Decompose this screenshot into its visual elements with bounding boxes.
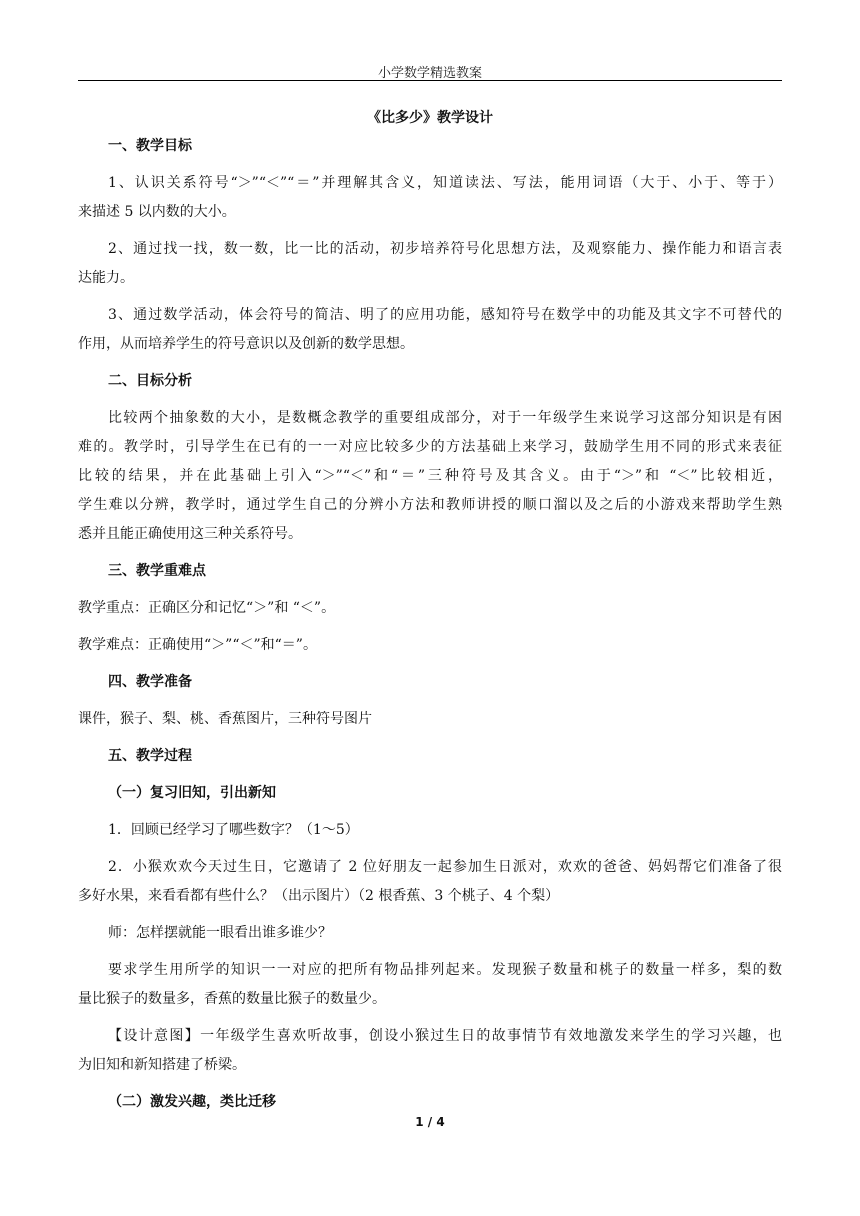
header-rule [78, 80, 782, 81]
document-body [78, 132, 782, 1117]
paragraph-line: 来描述 5 以内数的大小。 [78, 204, 236, 220]
key-point: 教学重点：正确区分和记忆“＞”和 “＜”。 [78, 600, 336, 616]
paragraph-line: 【设计意图】一年级学生喜欢听故事，创设小猴过生日的故事情节有效地激发来学生的学习兴趣，也 [108, 1028, 782, 1044]
paragraph-line: 3、通过数学活动，体会符号的简洁、明了的应用功能，感知符号在数学中的功能及其文字不可替代的 [108, 307, 782, 323]
page-number: 1 / 4 [415, 1115, 445, 1129]
subsection-heading-review: （一）复习旧知，引出新知 [108, 785, 276, 801]
paragraph-line: 作用，从而培养学生的符号意识以及创新的数学思想。 [78, 336, 414, 352]
paragraph-line: 学生难以分辨，教学时，通过学生自己的分辨小方法和教师讲授的顺口溜以及之后的小游戏来帮助学生熟 [78, 497, 782, 513]
paragraph-line: 难的。教学时，引导学生在已有的一一对应比较多少的方法基础上来学习，鼓励学生用不同的形式来表征 [78, 439, 782, 455]
paragraph-line: 要求学生用所学的知识一一对应的把所有物品排列起来。发现猴子数量和桃子的数量一样多，梨的数 [108, 962, 782, 978]
goal-2 [78, 235, 782, 293]
goal-1 [78, 169, 782, 227]
paragraph-line: 1、认识关系符号“＞”“＜”“＝”并理解其含义，知道读法、写法，能用词语（大于、小于、等于） [108, 175, 782, 191]
section-heading-analysis: 二、目标分析 [108, 373, 192, 389]
section-heading-key-points: 三、教学重难点 [108, 563, 206, 579]
process-item-2 [78, 853, 782, 911]
paragraph-line: 为旧知和新知搭建了桥梁。 [78, 1057, 246, 1073]
document-title: 《比多少》教学设计 [367, 110, 493, 126]
section-heading-process: 五、教学过程 [108, 748, 192, 764]
process-item-1: 1．回顾已经学习了哪些数字？（1～5） [108, 822, 359, 838]
analysis-paragraph [78, 404, 782, 549]
section-heading-goals: 一、教学目标 [108, 138, 192, 154]
paragraph-line: 比较两个抽象数的大小，是数概念教学的重要组成部分，对于一年级学生来说学习这部分知识是有困 [108, 410, 782, 426]
paragraph-line: 量比猴子的数量多，香蕉的数量比猴子的数量少。 [78, 991, 386, 1007]
goal-3 [78, 301, 782, 359]
paragraph-line: 多好水果，来看看都有些什么？（出示图片）（2 根香蕉、3 个桃子、4 个梨） [78, 888, 560, 904]
paragraph-line: 2．小猴欢欢今天过生日，它邀请了 2 位好朋友一起参加生日派对，欢欢的爸爸、妈妈帮它们准备了很 [108, 859, 782, 875]
teacher-question: 师：怎样摆就能一眼看出谁多谁少？ [108, 925, 332, 941]
page-header: 小学数学精选教案 [377, 66, 482, 81]
subsection-heading-interest: （二）激发兴趣，类比迁移 [108, 1094, 276, 1110]
paragraph-line: 达能力。 [78, 270, 134, 286]
design-intent [78, 1022, 782, 1080]
student-requirement [78, 956, 782, 1014]
paragraph-line: 悉并且能正确使用这三种关系符号。 [78, 526, 302, 542]
paragraph-line: 比较的结果，并在此基础上引入“＞”“＜”和“＝”三种符号及其含义。由于“＞”和 “＜”比较相近， [78, 468, 782, 484]
section-heading-preparation: 四、教学准备 [108, 674, 192, 690]
difficult-point: 教学难点：正确使用“＞”“＜”和“＝”。 [78, 637, 317, 653]
preparation-text: 课件，猴子、梨、桃、香蕉图片，三种符号图片 [78, 711, 372, 727]
paragraph-line: 2、通过找一找，数一数，比一比的活动，初步培养符号化思想方法，及观察能力、操作能力和语言表 [108, 241, 782, 257]
